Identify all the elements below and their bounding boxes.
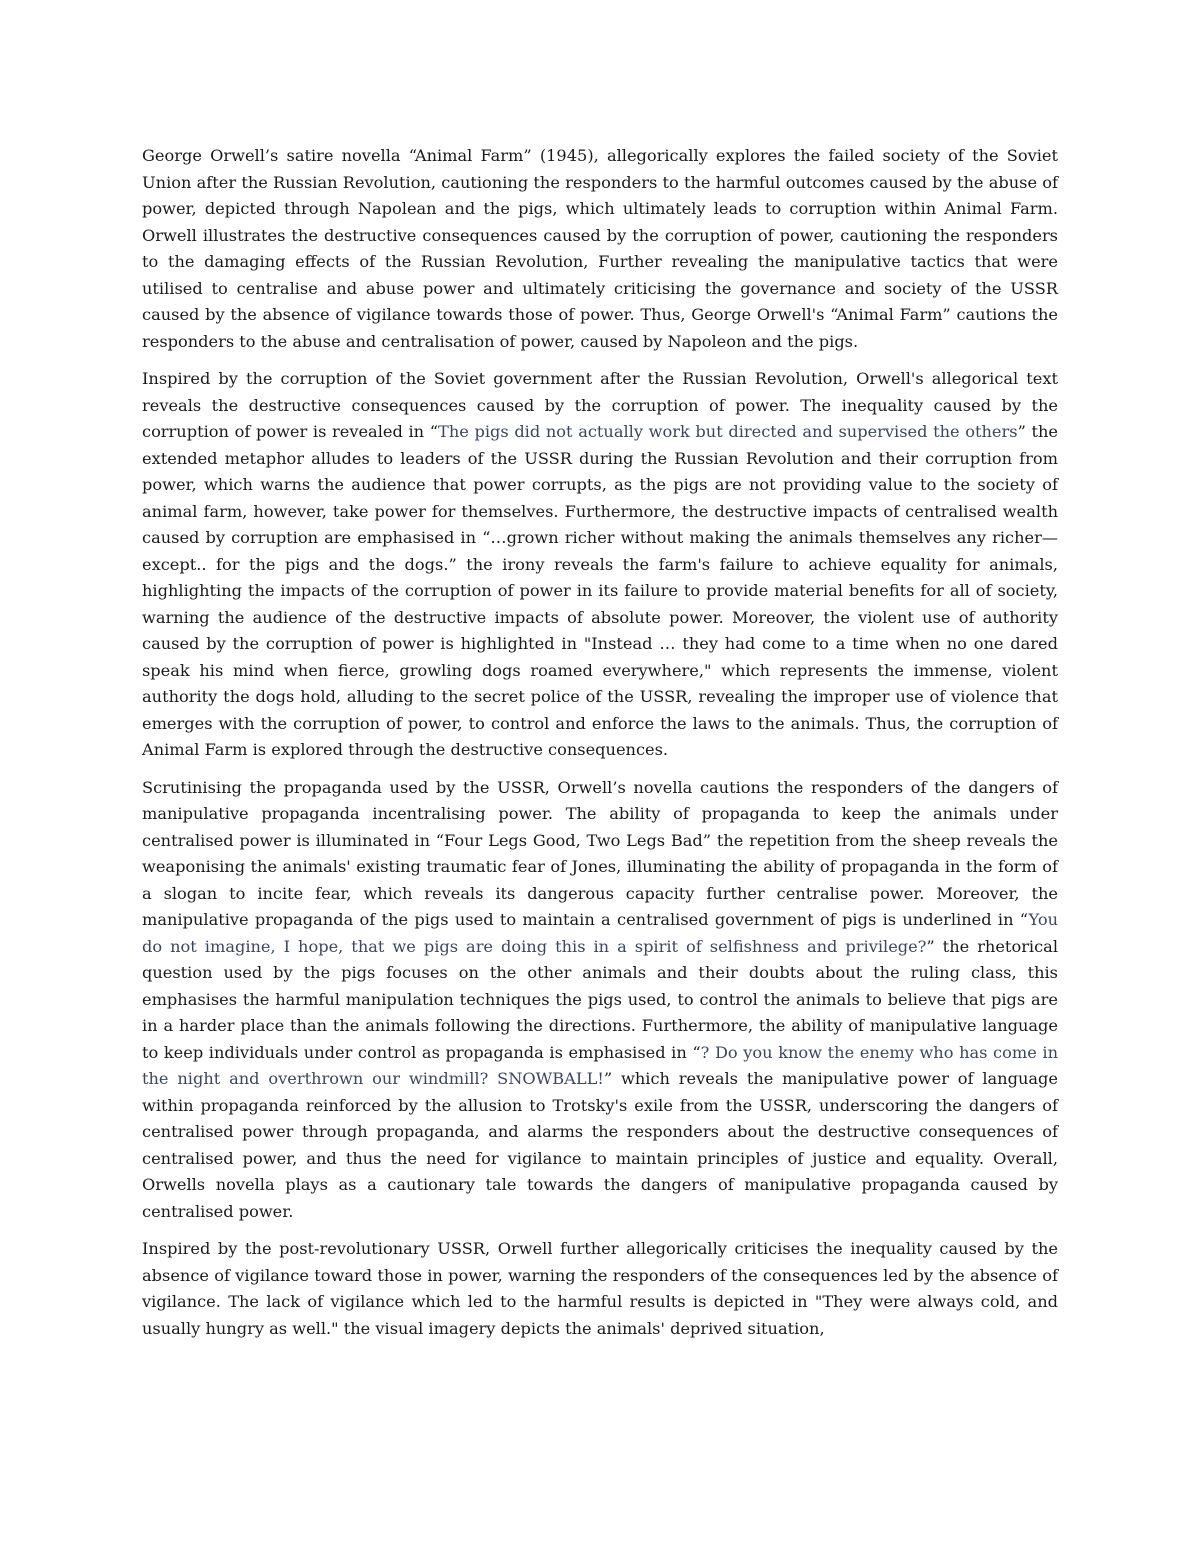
paragraph-propaganda (142, 775, 1058, 1226)
paragraph-text: ” which reveals the manipulative power of language within propaganda reinforced by the allusion to Trotsky's exile from the USSR, underscoring the dangers of centralised power through propaganda, and alarms the responders about the destructive consequences of centralised power, and thus the need for vigilance to maintain principles of justice and equality. Overall, Orwells novella plays as a cautionary tale towards the dangers of manipulative propaganda caused by centralised power. (142, 1069, 1058, 1221)
quoted-text: ? Do you know the enemy who has come in the night and overthrown our windmill? SNOWBALL! (142, 1042, 1058, 1088)
quoted-text: You do not imagine, I hope, that we pigs are doing this in a spirit of selfishness and privilege? (142, 910, 1058, 956)
paragraph-text: ” the extended metaphor alludes to leaders of the USSR during the Russian Revolution and their corruption from power, which warns the audience that power corrupts, as the pigs are not providing value to the society of animal farm, however, take power for themselves. Furthermore, the destructive impacts of centralised wealth caused by corruption are emphasised in “…grown richer without making the animals themselves any richer—except.. for the pigs and the dogs.” the irony reveals the farm's failure to achieve equality for animals, highlighting the impacts of the corruption of power in its failure to provide material benefits for all of society, warning the audience of the destructive impacts of absolute power. Moreover, the violent use of authority caused by the corruption of power is highlighted in "Instead … they had come to a time when no one dared speak his mind when fierce, growling dogs roamed everywhere," which represents the immense, violent authority the dogs hold, alluding to the secret police of the USSR, revealing the improper use of violence that emerges with the corruption of power, to control and enforce the laws to the animals. Thus, the corruption of Animal Farm is explored through the destructive consequences. (142, 422, 1058, 759)
paragraph-text: Scrutinising the propaganda used by the USSR, Orwell’s novella cautions the responders of the dangers of manipulative propaganda incentralising power. The ability of propaganda to keep the animals under centralised power is illuminated in “Four Legs Good, Two Legs Bad” the repetition from the sheep reveals the weaponising the animals' existing traumatic fear of Jones, illuminating the ability of propaganda in the form of a slogan to incite fear, which reveals its dangerous capacity further centralise power. Moreover, the manipulative propaganda of the pigs used to maintain a centralised government of pigs is underlined in “ (142, 777, 1058, 929)
paragraph-vigilance (142, 1236, 1058, 1342)
paragraph-text: George Orwell’s satire novella “Animal Farm” (1945), allegorically explores the failed society of the Soviet Union after the Russian Revolution, cautioning the responders to the harmful outcomes caused by the abuse of power, depicted through Napolean and the pigs, which ultimately leads to corruption within Animal Farm. Orwell illustrates the destructive consequences caused by the corruption of power, cautioning the responders to the damaging effects of the Russian Revolution, Further revealing the manipulative tactics that were utilised to centralise and abuse power and ultimately criticising the governance and society of the USSR caused by the absence of vigilance towards those of power. Thus, George Orwell's “Animal Farm” cautions the responders to the abuse and centralisation of power, caused by Napoleon and the pigs. (142, 146, 1058, 351)
paragraph-introduction (142, 143, 1058, 355)
paragraph-corruption (142, 366, 1058, 764)
paragraph-text: Inspired by the corruption of the Soviet government after the Russian Revolution, Orwell's allegorical text reveals the destructive consequences caused by the corruption of power. The inequality caused by the corruption of power is revealed in “ (142, 369, 1058, 441)
quoted-text: The pigs did not actually work but directed and supervised the others (438, 422, 1018, 441)
paragraph-text: Inspired by the post-revolutionary USSR, Orwell further allegorically criticises the inequality caused by the absence of vigilance toward those in power, warning the responders of the consequences led by the absence of vigilance. The lack of vigilance which led to the harmful results is depicted in "They were always cold, and usually hungry as well." the visual imagery depicts the animals' deprived situation, (142, 1239, 1058, 1338)
essay-body (142, 143, 1058, 1353)
paragraph-text: ” the rhetorical question used by the pigs focuses on the other animals and their doubts about the ruling class, this emphasises the harmful manipulation techniques the pigs used, to control the animals to believe that pigs are in a harder place than the animals following the directions. Furthermore, the ability of manipulative language to keep individuals under control as propaganda is emphasised in “ (142, 936, 1058, 1062)
